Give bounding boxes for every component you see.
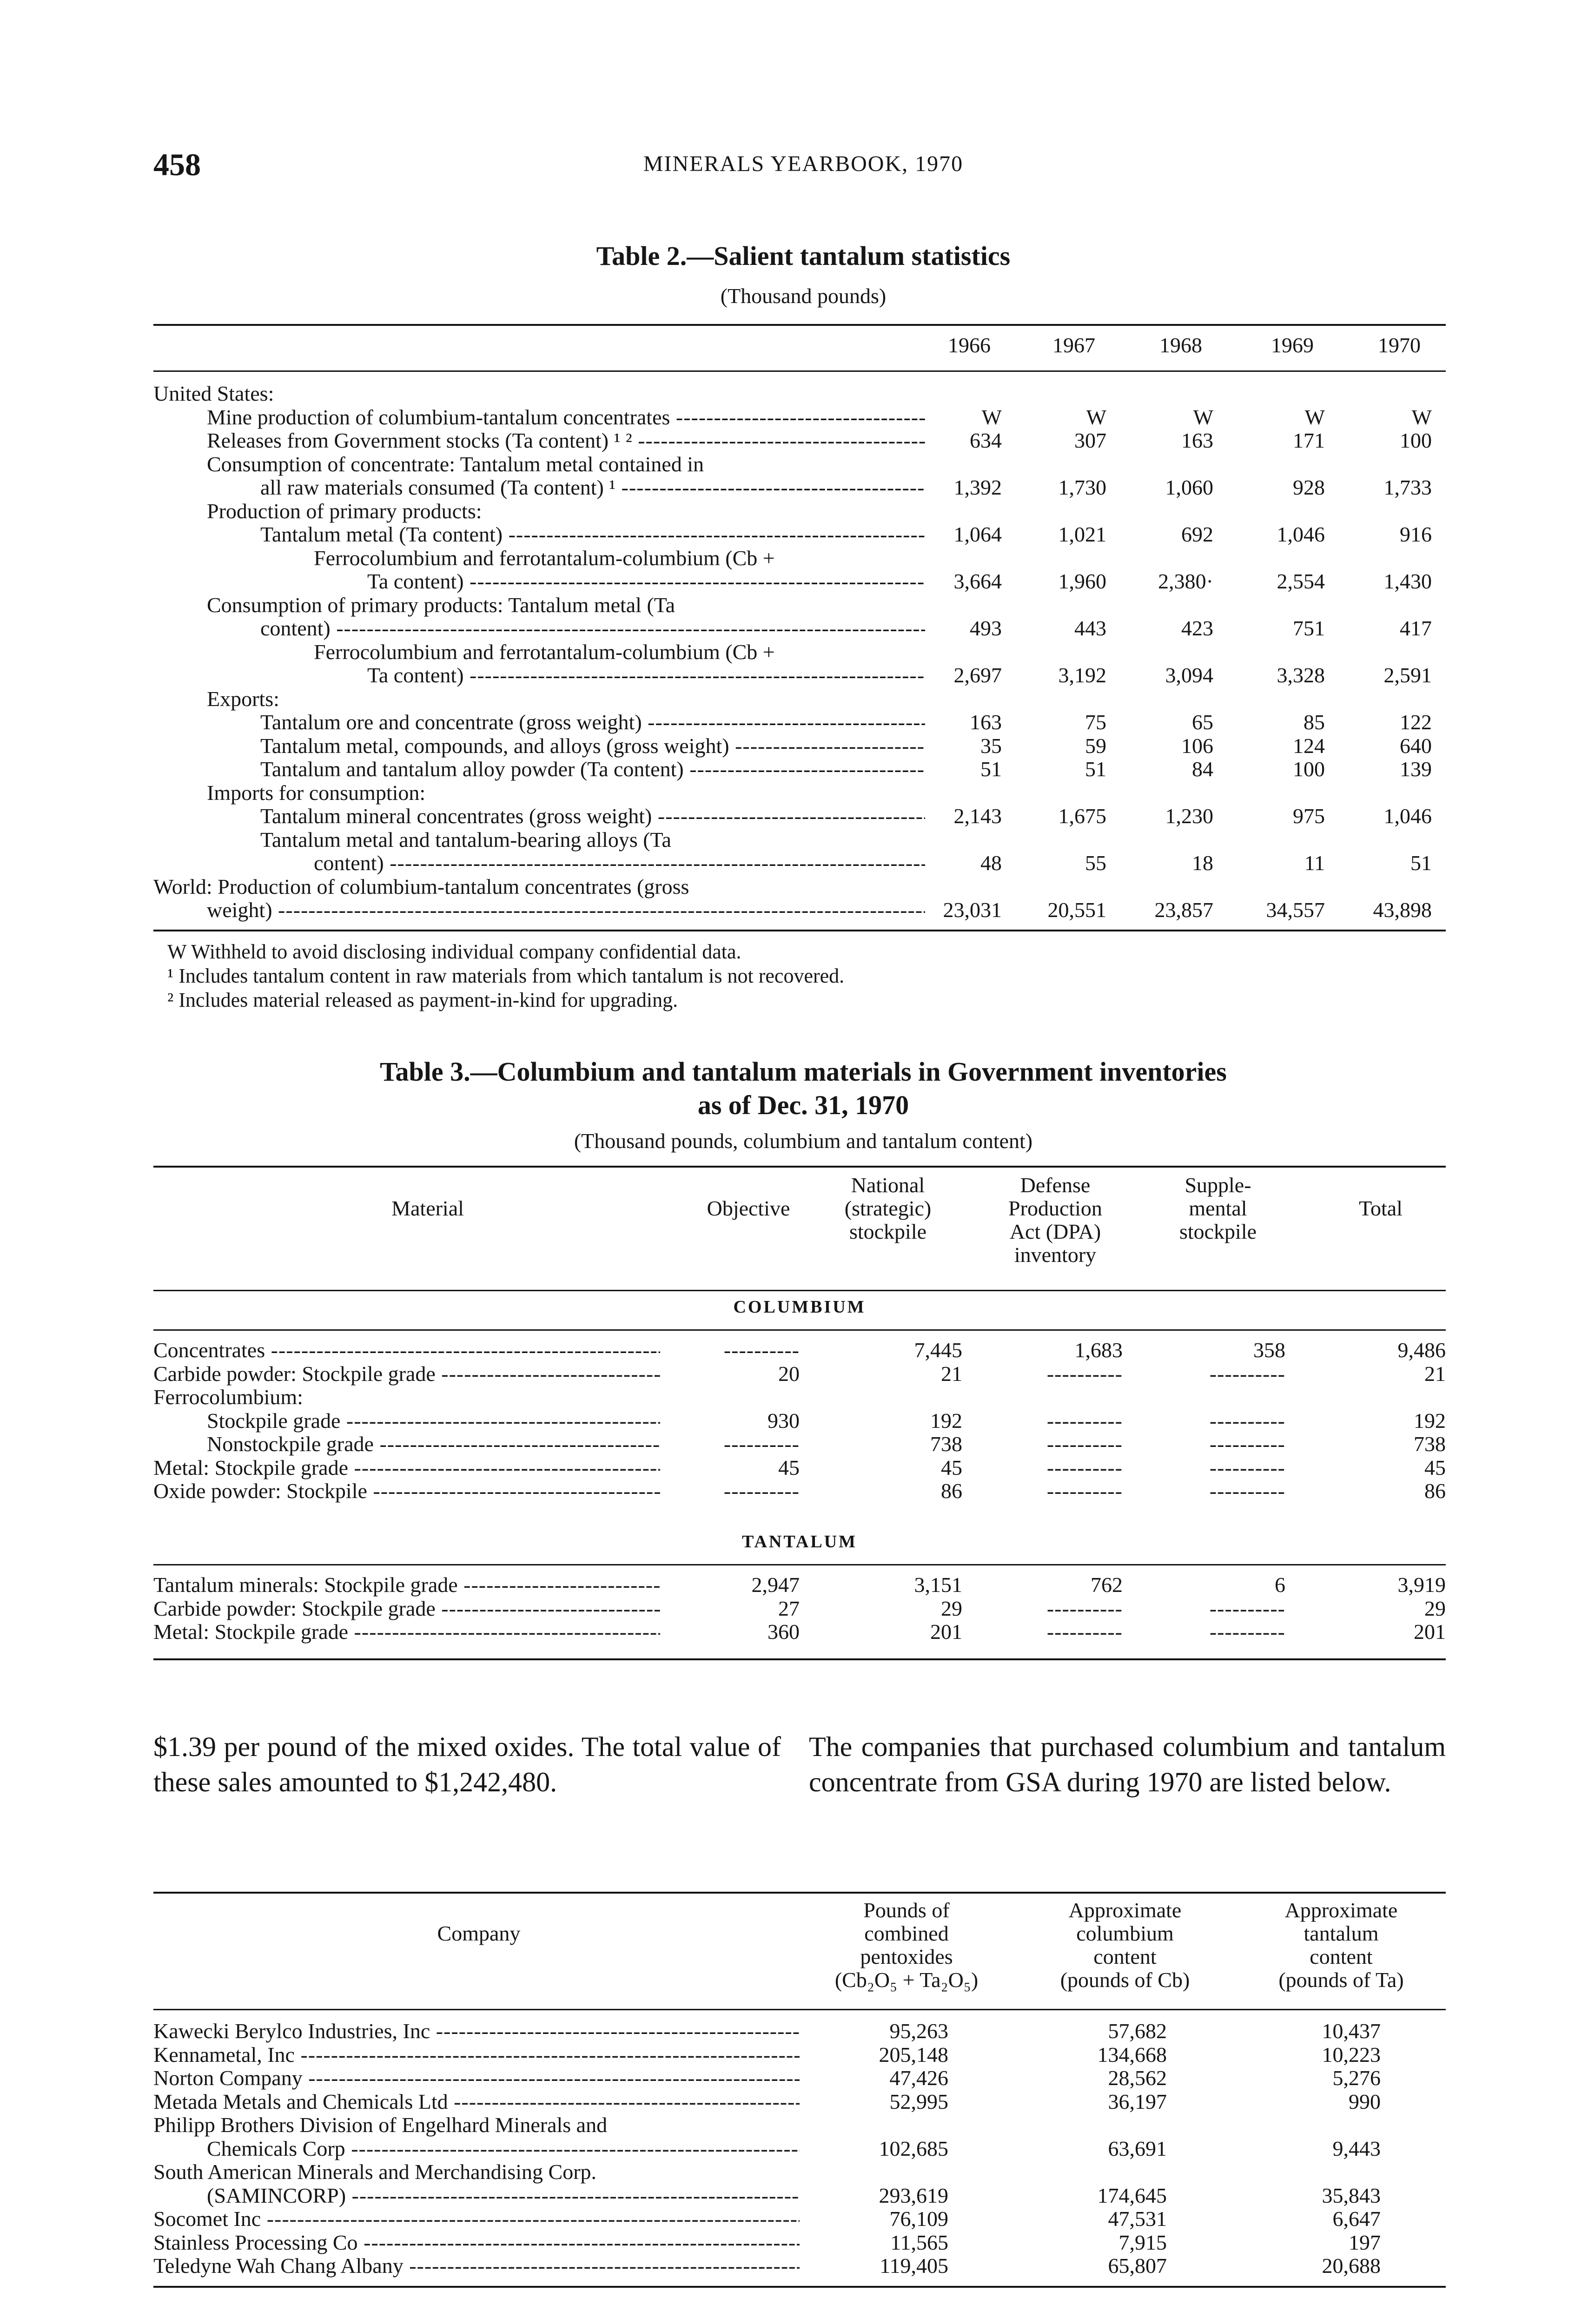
table2-row-label: weight) ----- <box>207 898 925 922</box>
year-header-1968: 1968 <box>1159 333 1202 357</box>
table2-row-value: 51 <box>1410 851 1432 875</box>
table3-row-value: 27 <box>778 1596 800 1620</box>
table3-title-line1: Table 3.—Columbium and tantalum materials in Government inventories <box>380 1056 1227 1087</box>
table3-row-value: 201 <box>930 1620 962 1644</box>
table4-row-value: 6,647 <box>1332 2207 1381 2231</box>
table2-row-value: 124 <box>1293 733 1325 758</box>
table2-row-value: 3,328 <box>1277 663 1325 687</box>
national-stockpile-header-line: (strategic) <box>844 1196 932 1220</box>
table4-row-value: 174,645 <box>1097 2183 1167 2207</box>
table3-row-label: Ferrocolumbium: <box>153 1386 303 1409</box>
table3-row-value: 2,947 <box>751 1573 800 1597</box>
table2-row-value: 1,021 <box>1058 522 1106 546</box>
table3-title <box>153 1055 1453 1122</box>
table2-row <box>153 805 1446 828</box>
table3-row-value: 21 <box>1424 1361 1446 1386</box>
table2-row-value: 417 <box>1400 616 1432 640</box>
table3-row-value: 20 <box>778 1361 800 1386</box>
year-header-1969: 1969 <box>1271 333 1314 357</box>
table2-row-value: 23,857 <box>1154 898 1213 922</box>
table4-row-label: Norton Company ----- <box>153 2067 800 2090</box>
page-number: 458 <box>153 147 201 182</box>
table3-row-value: 86 <box>941 1479 962 1503</box>
table2-row-value: 1,675 <box>1058 804 1106 828</box>
table3-row-value: 29 <box>941 1596 962 1620</box>
total-header: Total <box>1359 1196 1403 1220</box>
table3-row <box>153 1479 1446 1503</box>
table3-row-label: Stockpile grade ----- <box>207 1409 660 1433</box>
table3-header-rule <box>153 1290 1446 1291</box>
table4-row-value: 293,619 <box>879 2183 948 2207</box>
table4-header-rule <box>153 2009 1446 2010</box>
table2-row-value: 3,664 <box>953 569 1002 593</box>
table2-row <box>153 476 1446 499</box>
table4-bottom-rule <box>153 2286 1446 2288</box>
table4-row-value: 20,688 <box>1322 2254 1381 2278</box>
table2-row-value: 2,380· <box>1158 569 1213 593</box>
table3-row-empty-cell: ---------- <box>1209 1409 1285 1433</box>
table3-unit: (Thousand pounds, columbium and tantalum content) <box>574 1129 1033 1153</box>
table3-row-empty-cell: ---------- <box>723 1339 800 1362</box>
table3-row-empty-cell: ---------- <box>1046 1362 1123 1386</box>
table2-row-value: 2,697 <box>953 663 1002 687</box>
tantalum-content-header-line: content <box>1310 1945 1373 1968</box>
table2-title: Table 2.—Salient tantalum statistics <box>596 241 1011 271</box>
material-header: Material <box>391 1196 464 1220</box>
table3-row-empty-cell: ---------- <box>723 1479 800 1503</box>
national-stockpile-header-line: stockpile <box>849 1220 927 1243</box>
table3-row-value: 360 <box>768 1620 800 1644</box>
table4-row <box>153 2184 1446 2207</box>
table4-row <box>153 2067 1446 2090</box>
table4-row-value: 35,843 <box>1322 2183 1381 2207</box>
table2-row-label: Tantalum metal and tantalum-bearing alloys (Ta <box>260 828 671 852</box>
running-title: MINERALS YEARBOOK, 1970 <box>643 152 964 176</box>
table3-row-label: Nonstockpile grade ----- <box>207 1433 660 1456</box>
table3-row-value: 1,683 <box>1074 1338 1123 1362</box>
pentoxides-header-line: Pounds of <box>863 1898 950 1922</box>
table2-footnote: W Withheld to avoid disclosing individual company confidential data. <box>167 940 741 963</box>
paragraph-right: The companies that purchased columbium and tantalum concentrate from GSA during 1970 are listed below. <box>809 1731 1446 1797</box>
table3-row-empty-cell: ---------- <box>1209 1433 1285 1456</box>
table4-row-value: 63,691 <box>1108 2136 1167 2160</box>
table2-row <box>153 734 1446 758</box>
table2-row-value: 20,551 <box>1047 898 1106 922</box>
table2-row-value: 1,730 <box>1058 475 1106 499</box>
table3-row-value: 9,486 <box>1397 1338 1446 1362</box>
table2-footnote: ¹ Includes tantalum content in raw materials from which tantalum is not recovered. <box>167 964 845 987</box>
table2-row-value: 51 <box>980 757 1002 781</box>
table3-row <box>153 1433 1446 1456</box>
columbium-content-header-line: content <box>1093 1945 1157 1968</box>
table2-row-value: 23,031 <box>943 898 1002 922</box>
table4-row-value: 197 <box>1349 2230 1381 2254</box>
table3-row <box>153 1339 1446 1362</box>
table2-row-value: 443 <box>1074 616 1106 640</box>
table3-row-empty-cell: ---------- <box>723 1433 800 1456</box>
table4-row-value: 5,276 <box>1332 2066 1381 2090</box>
table3-row-label: Oxide powder: Stockpile ----- <box>153 1479 660 1503</box>
supplemental-stockpile-header-line: mental <box>1189 1196 1247 1220</box>
table2-row-value: 2,554 <box>1277 569 1325 593</box>
table2-footnote: ² Includes material released as payment-in-kind for upgrading. <box>167 989 678 1011</box>
table2-row-value: 3,094 <box>1165 663 1213 687</box>
dpa-inventory-header-line: Defense <box>1020 1173 1091 1197</box>
table4-row-value: 119,405 <box>880 2254 948 2278</box>
table3-bottom-rule <box>153 1658 1446 1660</box>
table3-row-value: 45 <box>941 1455 962 1479</box>
table2-row-value: 975 <box>1293 804 1325 828</box>
table2-row <box>153 382 1446 405</box>
table2-row-label: Exports: <box>207 687 279 711</box>
table2-row <box>153 664 1446 687</box>
table2-row-label: content) ----- <box>260 617 925 640</box>
table3-row-value: 6 <box>1275 1573 1285 1597</box>
table3-row <box>153 1362 1446 1386</box>
table2-row-value: 84 <box>1192 757 1213 781</box>
table4-row-value: 10,223 <box>1322 2042 1381 2067</box>
table2-row-value: 634 <box>970 429 1002 452</box>
table2-row-value: 493 <box>970 616 1002 640</box>
table3-row-label: Tantalum minerals: Stockpile grade ----- <box>153 1573 660 1597</box>
table2-row-value: 3,192 <box>1058 663 1106 687</box>
table2-row <box>153 898 1446 922</box>
table2-row-value: 171 <box>1293 429 1325 452</box>
table2-row <box>153 781 1446 805</box>
table2-row-value: 1,392 <box>953 475 1002 499</box>
table3-row-value: 21 <box>941 1361 962 1386</box>
table3-row-label: Metal: Stockpile grade ----- <box>153 1456 660 1479</box>
table4-row <box>153 2020 1446 2043</box>
section-rule <box>153 1564 1446 1565</box>
table2-row-value: 1,046 <box>1277 522 1325 546</box>
table4-row-value: 47,426 <box>889 2066 948 2090</box>
table4-row <box>153 2043 1446 2067</box>
table2-row-value: 85 <box>1303 710 1325 734</box>
table3-row-empty-cell: ---------- <box>1046 1433 1123 1456</box>
table4-row <box>153 2160 1446 2184</box>
table4-row-label: Kawecki Berylco Industries, Inc ----- <box>153 2020 800 2043</box>
table2-row-value: 163 <box>970 710 1002 734</box>
dpa-inventory-header-line: inventory <box>1014 1243 1097 1267</box>
table2-row <box>153 500 1446 523</box>
pentoxides-header-line: pentoxides <box>860 1945 953 1968</box>
table3-row-value: 45 <box>778 1455 800 1479</box>
table2-row-value: W <box>1411 405 1432 429</box>
table3-row-value: 192 <box>1414 1408 1446 1433</box>
table2-row-label: United States: <box>153 382 274 405</box>
table2-row-value: 65 <box>1192 710 1213 734</box>
table2-row-label: Ferrocolumbium and ferrotantalum-columbium (Cb + <box>314 640 775 664</box>
table4-row <box>153 2231 1446 2254</box>
table4-row <box>153 2207 1446 2231</box>
table3-row-value: 7,445 <box>914 1338 962 1362</box>
table3-top-rule <box>153 1166 1446 1168</box>
objective-header: Objective <box>707 1196 790 1220</box>
table4-row-label: Teledyne Wah Chang Albany ----- <box>153 2254 800 2278</box>
table2-row-label: Ferrocolumbium and ferrotantalum-columbium (Cb + <box>314 546 775 570</box>
table3-row-label: Carbide powder: Stockpile grade ----- <box>153 1597 660 1620</box>
table2-row-label: Consumption of concentrate: Tantalum metal contained in <box>207 452 704 476</box>
table2-row-value: 18 <box>1192 851 1213 875</box>
table2-header-rule <box>153 370 1446 372</box>
table3-row-empty-cell: ---------- <box>1209 1479 1285 1503</box>
table2-row-label: Releases from Government stocks (Ta content) ¹ ² ----- <box>207 429 925 452</box>
table3-row <box>153 1456 1446 1479</box>
table3-row <box>153 1620 1446 1644</box>
table2-row <box>153 594 1446 617</box>
table3-row <box>153 1597 1446 1620</box>
table3-row <box>153 1386 1446 1409</box>
table2-row-label: Production of primary products: <box>207 499 482 523</box>
table4-row-label: Metada Metals and Chemicals Ltd ----- <box>153 2090 800 2113</box>
table3-row-value: 3,919 <box>1397 1573 1446 1597</box>
table2-row-value: 122 <box>1400 710 1432 734</box>
table2-row-value: W <box>981 405 1002 429</box>
table2-row <box>153 875 1446 898</box>
table2-row-label: Ta content) ----- <box>367 664 925 687</box>
table2-row-value: 2,143 <box>953 804 1002 828</box>
table2-row-value: 692 <box>1181 522 1213 546</box>
table2-row-label: Imports for consumption: <box>207 781 426 805</box>
table2-row-value: 59 <box>1085 733 1106 758</box>
table3-row-empty-cell: ---------- <box>1209 1620 1285 1644</box>
table4-row-label: Socomet Inc ----- <box>153 2207 800 2231</box>
table2-row-value: 55 <box>1085 851 1106 875</box>
table4-row-label: Kennametal, Inc ----- <box>153 2043 800 2067</box>
table4-row-label: Stainless Processing Co ----- <box>153 2231 800 2254</box>
table2-row-value: 35 <box>980 733 1002 758</box>
tantalum-content-header-line: tantalum <box>1303 1921 1379 1945</box>
table4-row-value: 95,263 <box>889 2019 948 2043</box>
text-left-column <box>153 1729 781 1800</box>
table3-row-label: Concentrates ----- <box>153 1339 660 1362</box>
table2-row-value: 34,557 <box>1266 898 1325 922</box>
table2-row-value: 51 <box>1085 757 1106 781</box>
table2-row-value: 75 <box>1085 710 1106 734</box>
year-header-1967: 1967 <box>1052 333 1095 357</box>
table2-unit: (Thousand pounds) <box>720 284 887 308</box>
section-rule <box>153 1329 1446 1331</box>
table4-row <box>153 2254 1446 2278</box>
dpa-inventory-header-line: Act (DPA) <box>1009 1220 1101 1243</box>
table2-row <box>153 852 1446 875</box>
table4-row-label: Philipp Brothers Division of Engelhard Minerals and <box>153 2113 608 2137</box>
table3-row-value: 358 <box>1253 1338 1285 1362</box>
table2-row-value: W <box>1304 405 1325 429</box>
table3-row-label: Carbide powder: Stockpile grade ----- <box>153 1362 660 1386</box>
columbium-content-header-line: Approximate <box>1068 1898 1182 1922</box>
pentoxides-header-line: combined <box>864 1921 949 1945</box>
table3-row-value: 201 <box>1414 1620 1446 1644</box>
table3-title-line2: as of Dec. 31, 1970 <box>697 1090 909 1120</box>
table4-row-value: 10,437 <box>1322 2019 1381 2043</box>
table3-row-empty-cell: ---------- <box>1209 1597 1285 1620</box>
tantalum-content-header-line: Approximate <box>1284 1898 1398 1922</box>
table2-row-value: 2,591 <box>1383 663 1432 687</box>
table2-row-label: content) ----- <box>314 852 925 875</box>
table2-row <box>153 617 1446 640</box>
table3-row-label: Metal: Stockpile grade ----- <box>153 1620 660 1644</box>
supplemental-stockpile-header-line: Supple- <box>1184 1173 1251 1197</box>
table4-row-value: 102,685 <box>879 2136 948 2160</box>
table2-row <box>153 523 1446 546</box>
table2-row-label: Tantalum ore and concentrate (gross weight) ----- <box>260 711 925 734</box>
table2-row <box>153 640 1446 664</box>
table4-row-value: 36,197 <box>1108 2089 1167 2113</box>
national-stockpile-header-line: National <box>851 1173 925 1197</box>
table3-row-value: 29 <box>1424 1596 1446 1620</box>
table4-row-value: 52,995 <box>889 2089 948 2113</box>
table3-row-empty-cell: ---------- <box>1046 1456 1123 1479</box>
table4-row-value: 57,682 <box>1108 2019 1167 2043</box>
table3-row-empty-cell: ---------- <box>1209 1456 1285 1479</box>
table2-row-value: 106 <box>1181 733 1213 758</box>
table4-row-value: 76,109 <box>889 2207 948 2231</box>
table2-row-value: 139 <box>1400 757 1432 781</box>
table3-row-empty-cell: ---------- <box>1046 1620 1123 1644</box>
table2-row-label: Ta content) ----- <box>367 570 925 593</box>
table4-row-value: 28,562 <box>1108 2066 1167 2090</box>
tantalum-content-header-line: (pounds of Ta) <box>1278 1968 1404 1992</box>
table2-row-value: 307 <box>1074 429 1106 452</box>
table2-row-value: 751 <box>1293 616 1325 640</box>
table4-row-value: 7,915 <box>1118 2230 1167 2254</box>
table2-row <box>153 711 1446 734</box>
table2-row-value: 1,960 <box>1058 569 1106 593</box>
table2-row-value: 163 <box>1181 429 1213 452</box>
dpa-inventory-header-line: Production <box>1008 1196 1102 1220</box>
supplemental-stockpile-header-line: stockpile <box>1179 1220 1257 1243</box>
table2-row-value: 100 <box>1400 429 1432 452</box>
table2-row <box>153 406 1446 429</box>
table2-bottom-rule <box>153 930 1446 931</box>
table2-row-value: 1,046 <box>1383 804 1432 828</box>
section-heading-tantalum: TANTALUM <box>741 1532 858 1552</box>
table2-row-value: 1,064 <box>953 522 1002 546</box>
year-header-1966: 1966 <box>948 333 991 357</box>
year-header-1970: 1970 <box>1378 333 1421 357</box>
table3-row-value: 86 <box>1424 1479 1446 1503</box>
table2-row <box>153 828 1446 852</box>
table4-row-value: 9,443 <box>1332 2136 1381 2160</box>
table2-row-value: 640 <box>1400 733 1432 758</box>
columbium-content-header-line: (pounds of Cb) <box>1060 1968 1190 1992</box>
page-header <box>153 146 1453 184</box>
table3-row-value: 762 <box>1091 1573 1123 1597</box>
table2-row-label: Tantalum mineral concentrates (gross weight) ----- <box>260 805 925 828</box>
table2-row-label: Consumption of primary products: Tantalum metal (Ta <box>207 593 675 617</box>
table3-row-value: 3,151 <box>914 1573 962 1597</box>
table2-row <box>153 547 1446 570</box>
table2-row-value: 1,230 <box>1165 804 1213 828</box>
table4-row-value: 65,807 <box>1108 2254 1167 2278</box>
table4-row-value: 134,668 <box>1097 2042 1167 2067</box>
table3-row-value: 930 <box>768 1408 800 1433</box>
table3-row <box>153 1573 1446 1597</box>
table2-row-value: W <box>1086 405 1106 429</box>
table2-row-label: Mine production of columbium-tantalum concentrates ----- <box>207 406 925 429</box>
columbium-content-header-line: columbium <box>1076 1921 1174 1945</box>
table2-row-label: Tantalum metal (Ta content) ----- <box>260 523 925 546</box>
table2-row-value: W <box>1193 405 1213 429</box>
table2-row <box>153 453 1446 476</box>
table2-row-value: 1,060 <box>1165 475 1213 499</box>
table2-row-label: Tantalum and tantalum alloy powder (Ta content) ----- <box>260 758 925 781</box>
table3-row-empty-cell: ---------- <box>1046 1597 1123 1620</box>
table2-row-value: 48 <box>980 851 1002 875</box>
table2-row <box>153 687 1446 711</box>
table4-row <box>153 2090 1446 2113</box>
table2-row-value: 916 <box>1400 522 1432 546</box>
table4-row-value: 205,148 <box>879 2042 948 2067</box>
table3-row-value: 45 <box>1424 1455 1446 1479</box>
table2-row-value: 100 <box>1293 757 1325 781</box>
table2-row-value: 11 <box>1304 851 1325 875</box>
table2-row <box>153 758 1446 781</box>
table2-row-value: 928 <box>1293 475 1325 499</box>
table4-row-value: 11,565 <box>890 2230 948 2254</box>
table3-row <box>153 1409 1446 1433</box>
paragraph-left: $1.39 per pound of the mixed oxides. The total value of these sales amounted to $1,242,480. <box>153 1731 781 1797</box>
table2-row <box>153 429 1446 452</box>
table3-row-empty-cell: ---------- <box>1209 1362 1285 1386</box>
table4-row <box>153 2113 1446 2137</box>
table2-row-label: all raw materials consumed (Ta content) ¹ ----- <box>260 476 925 499</box>
pentoxides-header-line: (Cb₂O₅ + Ta₂O₅) <box>834 1968 979 1992</box>
table4-top-rule <box>153 1892 1446 1894</box>
table2-row-value: 1,430 <box>1383 569 1432 593</box>
table2-top-rule <box>153 324 1446 326</box>
table4-row-label: Chemicals Corp ----- <box>207 2137 800 2160</box>
table4-row-label: South American Minerals and Merchandising Corp. <box>153 2160 597 2184</box>
section-heading-columbium: COLUMBIUM <box>733 1297 866 1317</box>
table3-row-empty-cell: ---------- <box>1046 1479 1123 1503</box>
table2-row-value: 423 <box>1181 616 1213 640</box>
table2-row-value: 1,733 <box>1383 475 1432 499</box>
table2-row-value: 43,898 <box>1373 898 1432 922</box>
table4-row <box>153 2137 1446 2160</box>
table4-row-label: (SAMINCORP) ----- <box>207 2184 800 2207</box>
table3-row-value: 738 <box>930 1432 962 1456</box>
table3-row-empty-cell: ---------- <box>1046 1409 1123 1433</box>
table2-row-label: Tantalum metal, compounds, and alloys (gross weight) ----- <box>260 734 925 758</box>
table3-row-value: 192 <box>930 1408 962 1433</box>
table2-row <box>153 570 1446 593</box>
company-header: Company <box>437 1921 521 1945</box>
text-right-column <box>809 1729 1446 1800</box>
table4-row-value: 990 <box>1349 2089 1381 2113</box>
table2-row-label: World: Production of columbium-tantalum concentrates (gross <box>153 875 689 898</box>
table4-row-value: 47,531 <box>1108 2207 1167 2231</box>
table3-row-value: 738 <box>1414 1432 1446 1456</box>
